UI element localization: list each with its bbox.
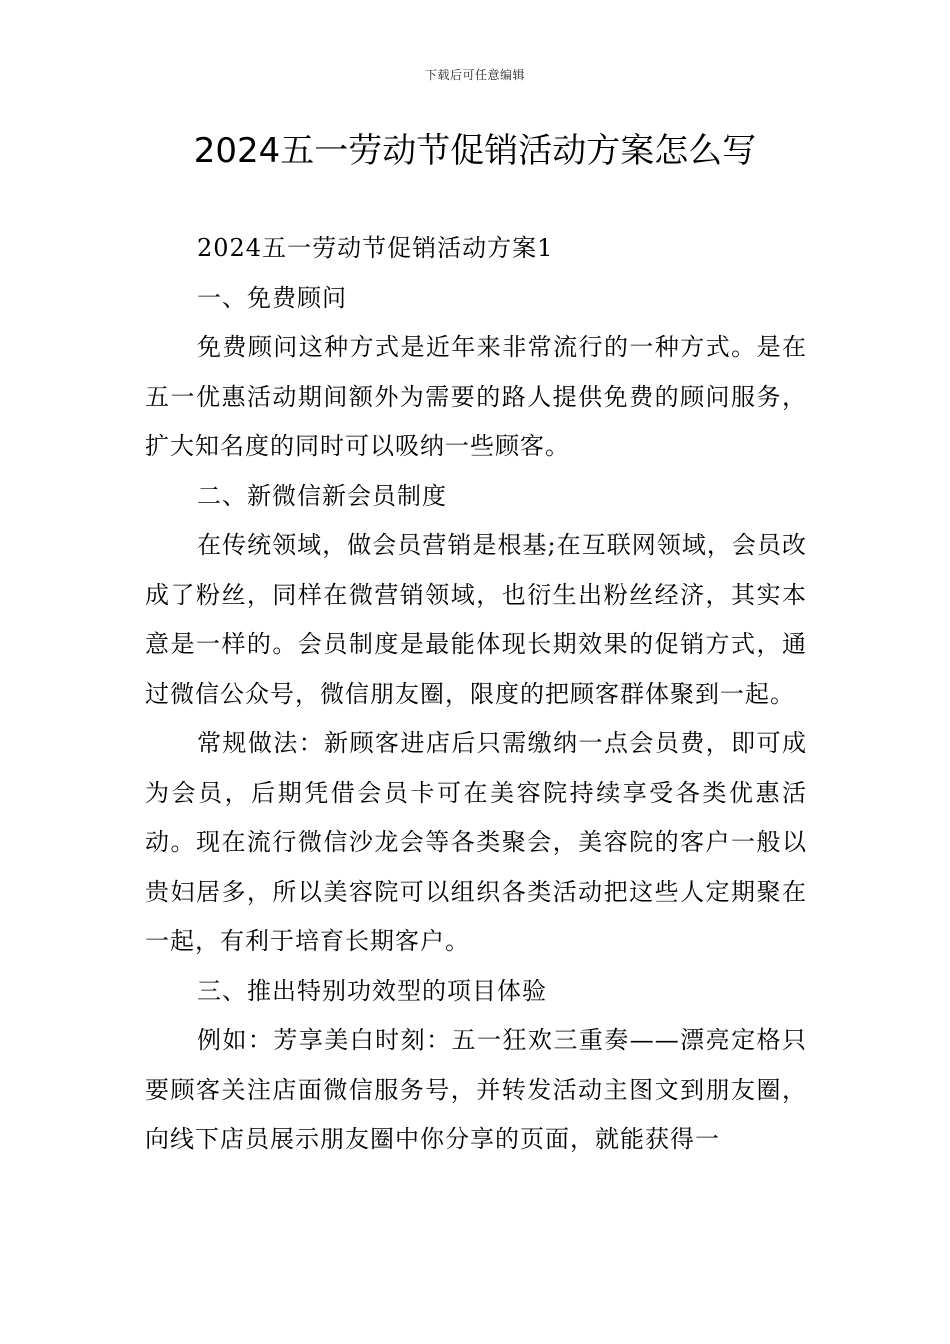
header-note: 下载后可任意编辑 [424, 68, 525, 82]
body-paragraph: 在传统领域，做会员营销是根基;在互联网领域，会员改成了粉丝，同样在微营销领域，也衍生出粉丝经济，其实本意是一样的。会员制度是最能体现长期效果的促销方式，通过微信公众号，微信朋友圈，限度的把顾客群体聚到一起。 [145, 531, 807, 708]
section-heading: 2024五一劳动节促销活动方案1 [197, 234, 554, 262]
document-title: 2024五一劳动节促销活动方案怎么写 [193, 131, 757, 171]
body-paragraph: 免费顾问这种方式是近年来非常流行的一种方式。是在五一优惠活动期间额外为需要的路人提供免费的顾问服务，扩大知名度的同时可以吸纳一些顾客。 [145, 333, 807, 460]
subsection-heading: 三、推出特别功效型的项目体验 [197, 976, 547, 1005]
body-paragraph: 常规做法：新顾客进店后只需缴纳一点会员费，即可成为会员，后期凭借会员卡可在美容院持续享受各类优惠活动。现在流行微信沙龙会等各类聚会，美容院的客户一般以贵妇居多，所以美容院可以组织各类活动把这些人定期聚在一起，有利于培育长期客户。 [145, 729, 807, 955]
subsection-heading: 二、新微信新会员制度 [197, 481, 447, 510]
document-body [145, 224, 807, 1165]
subsection-heading: 一、免费顾问 [197, 283, 347, 312]
body-paragraph: 例如：芳享美白时刻：五一狂欢三重奏——漂亮定格只要顾客关注店面微信服务号，并转发活动主图文到朋友圈，向线下店员展示朋友圈中你分享的页面，就能获得一 [145, 1026, 807, 1153]
